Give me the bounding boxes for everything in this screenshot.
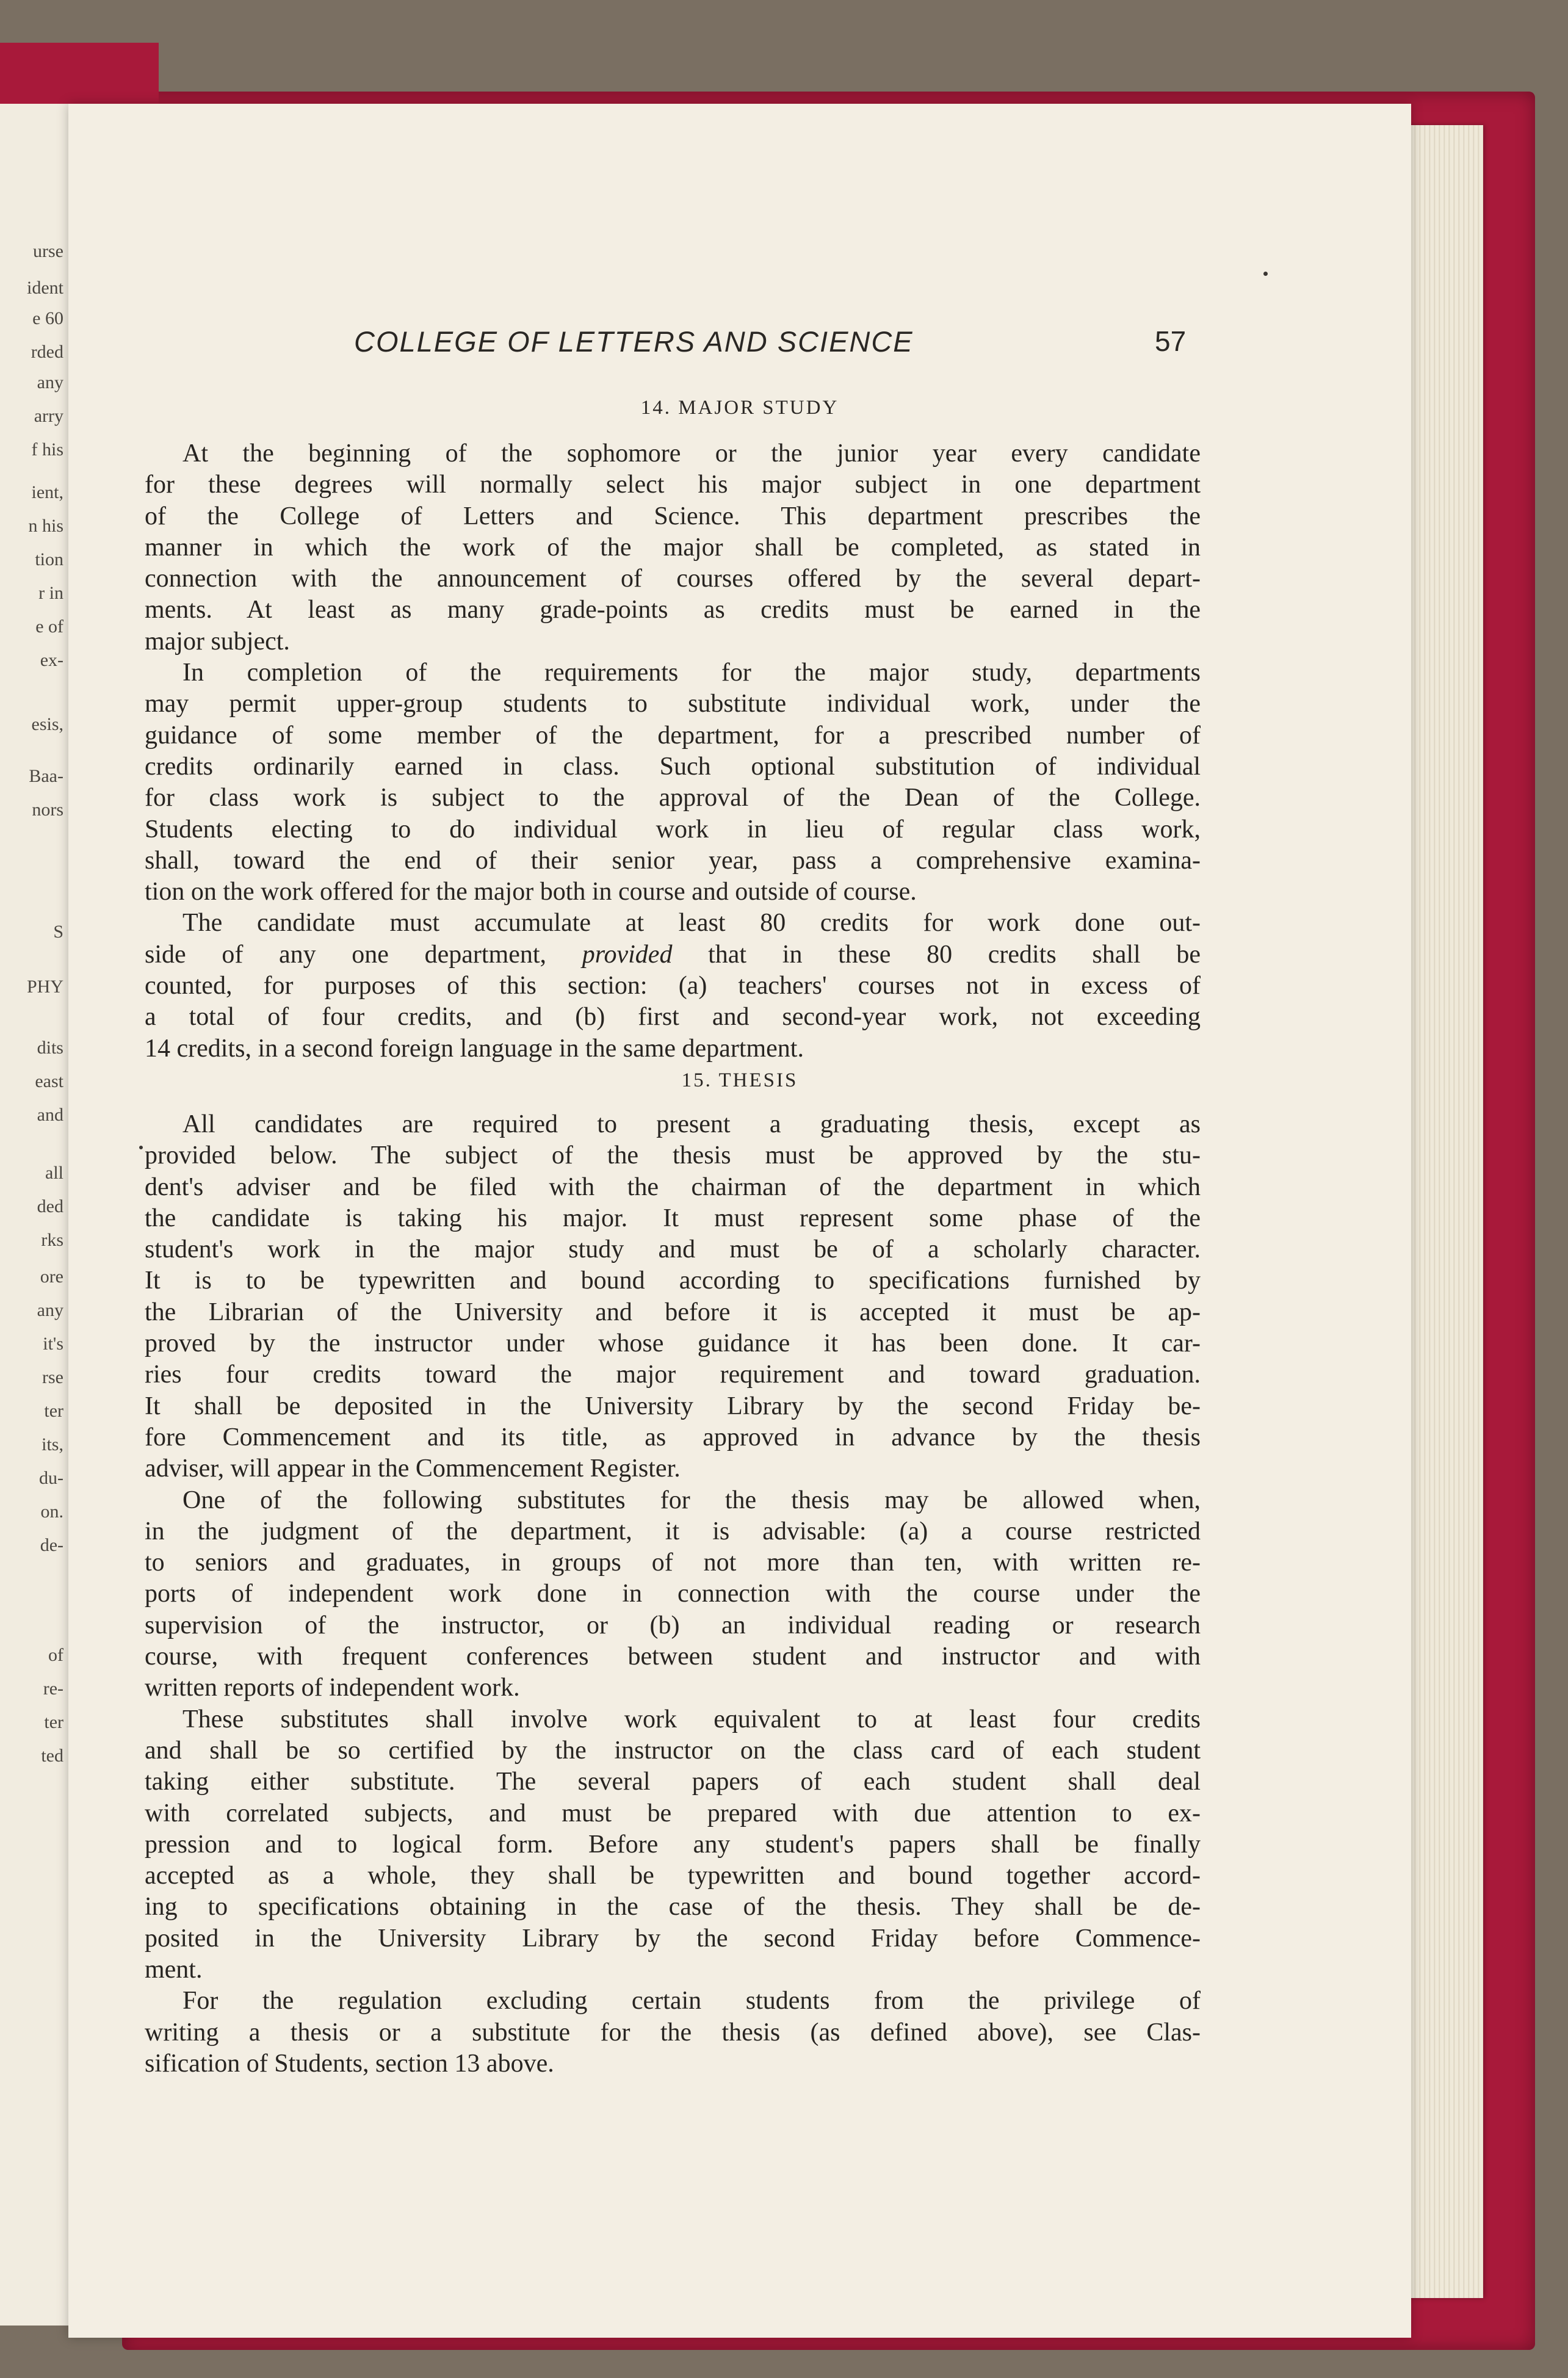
text-line: posited in the University Library by the second Friday before Commence- [145,1924,1201,1953]
prev-page-text-fragment: ore [40,1267,63,1287]
text-line: for these degrees will normally select his major subject in one department [145,471,1201,499]
prev-page-text-fragment: urse [33,241,63,261]
text-line: counted, for purposes of this section: (a) teachers' courses not in excess of [145,972,1201,1000]
prev-page-text-fragment: e 60 [32,308,63,328]
text-line: adviser, will appear in the Commencement Register. [145,1455,681,1483]
text-line: fore Commencement and its title, as approved in advance by the thesis [145,1423,1201,1451]
prev-page-text-fragment: any [37,1300,63,1320]
text-line: shall, toward the end of their senior year, pass a comprehensive examina- [145,846,1201,875]
text-line: of the College of Letters and Science. This department prescribes the [145,502,1201,530]
text-line: and shall be so certified by the instructor on the class card of each student [145,1736,1201,1765]
prev-page-text-fragment: ded [37,1196,63,1216]
text-line: The candidate must accumulate at least 80 credits for work done out- [182,909,1201,938]
prev-page-text-fragment: ter [44,1712,63,1732]
text-line: It shall be deposited in the University Library by the second Friday be- [145,1392,1201,1420]
page-number: 57 [1155,325,1187,357]
section-heading-thesis: 15. THESIS [681,1069,798,1091]
text-line: credits ordinarily earned in class. Such optional substitution of individual [145,752,1201,781]
running-title: COLLEGE OF LETTERS AND SCIENCE [354,325,914,358]
text-line: for class work is subject to the approval of the Dean of the College. [145,784,1201,812]
prev-page-text-fragment: it's [43,1334,63,1354]
text-line: These substitutes shall involve work equivalent to at least four credits [182,1705,1201,1733]
text-line: 14 credits, in a second foreign language in the same department. [145,1034,804,1063]
ink-speck [139,1146,143,1149]
prev-page-text-fragment: dits [37,1038,63,1058]
prev-page-text-fragment: n his [28,516,63,536]
text-line: provided below. The subject of the thesis must be approved by the stu- [145,1141,1201,1170]
prev-page-text-fragment: any [37,372,63,392]
text-line: manner in which the work of the major shall be completed, as stated in [145,533,1201,562]
text-line: In completion of the requirements for the major study, departments [182,659,1201,687]
section-body-major-study [145,438,1201,1064]
prev-page-text-fragment: ient, [31,482,63,502]
text-line: One of the following substitutes for the thesis may be allowed when, [182,1486,1201,1514]
previous-page-edge [0,104,70,2326]
text-line: ries four credits toward the major requirement and toward graduation. [145,1361,1201,1389]
text-line: All candidates are required to present a graduating thesis, except as [182,1110,1201,1138]
prev-page-text-fragment: east [35,1071,63,1091]
text-line: to seniors and graduates, in groups of not more than ten, with written re- [145,1549,1201,1577]
text-line: It is to be typewritten and bound according to specifications furnished by [145,1267,1201,1295]
prev-page-text-fragment: PHY [26,977,63,997]
text-line: sification of Students, section 13 above. [145,2049,554,2078]
prev-page-text-fragment: arry [34,406,63,426]
prev-page-text-fragment: re- [43,1679,63,1699]
prev-page-text-fragment: de- [40,1535,63,1555]
text-line: course, with frequent conferences between student and instructor and with [145,1643,1201,1671]
prev-page-text-fragment: of [48,1645,63,1665]
text-line: ment. [145,1956,203,1984]
prev-page-text-fragment: du- [39,1468,63,1488]
prev-page-text-fragment: tion [35,549,63,569]
prev-page-text-fragment: S [53,922,63,942]
text-line: For the regulation excluding certain students from the privilege of [182,1987,1201,2015]
text-line: a total of four credits, and (b) first and second-year work, not exceeding [145,1003,1201,1032]
text-line: ing to specifications obtaining in the case of the thesis. They shall be de- [145,1893,1201,1921]
text-line: pression and to logical form. Before any student's papers shall be finally [145,1830,1201,1859]
text-line: connection with the announcement of courses offered by the several depart- [145,565,1201,593]
prev-page-text-fragment: rded [31,342,63,362]
text-line: proved by the instructor under whose guidance it has been done. It car- [145,1329,1201,1358]
text-line: tion on the work offered for the major both in course and outside of course. [145,878,917,906]
prev-page-text-fragment: e of [35,616,63,637]
text-line: side of any one department, provided that in these 80 credits shall be [145,940,1201,969]
text-line: accepted as a whole, they shall be typewritten and bound together accord- [145,1862,1201,1890]
text-line: the candidate is taking his major. It must represent some phase of the [145,1204,1201,1232]
text-line: with correlated subjects, and must be prepared with due attention to ex- [145,1799,1201,1827]
text-line: At the beginning of the sophomore or the junior year every candidate [182,439,1201,468]
text-line: Students electing to do individual work in lieu of regular class work, [145,815,1201,844]
book-page [68,104,1411,2338]
text-line: may permit upper-group students to substitute individual work, under the [145,690,1201,718]
section-heading-major-study: 14. MAJOR STUDY [640,397,839,419]
prev-page-text-fragment: nors [32,800,63,820]
prev-page-text-fragment: esis, [31,714,63,734]
prev-page-text-fragment: ter [44,1401,63,1421]
text-line: guidance of some member of the department, for a prescribed number of [145,721,1201,750]
prev-page-text-fragment: all [45,1163,63,1183]
text-line: writing a thesis or a substitute for the thesis (as defined above), see Clas- [145,2018,1201,2047]
text-line: in the judgment of the department, it is advisable: (a) a course restricted [145,1517,1201,1545]
prev-page-text-fragment: r in [38,583,63,603]
text-line: the Librarian of the University and before it is accepted it must be ap- [145,1298,1201,1326]
prev-page-text-fragment: its, [42,1434,63,1455]
prev-page-text-fragment: ex- [40,650,63,670]
prev-page-text-fragment: rse [42,1367,63,1387]
text-line: supervision of the instructor, or (b) an individual reading or research [145,1611,1201,1639]
prev-page-text-fragment: ident [27,278,63,298]
text-line: taking either substitute. The several papers of each student shall deal [145,1768,1201,1796]
text-line: written reports of independent work. [145,1674,520,1702]
text-line: dent's adviser and be filed with the chairman of the department in which [145,1173,1201,1201]
text-line: student's work in the major study and must be of a scholarly character. [145,1235,1201,1264]
prev-page-text-fragment: Baa- [29,766,63,786]
section-body-thesis [145,1109,1201,2080]
prev-page-text-fragment: rks [41,1230,63,1250]
text-line: ports of independent work done in connection with the course under the [145,1580,1201,1608]
prev-page-text-fragment: ted [41,1746,63,1766]
prev-page-text-fragment: on. [40,1502,63,1522]
ink-speck [1263,272,1268,276]
prev-page-text-fragment: and [37,1105,63,1125]
text-line: major subject. [145,627,290,656]
prev-page-text-fragment: f his [31,439,63,460]
text-line: ments. At least as many grade-points as credits must be earned in the [145,596,1201,624]
